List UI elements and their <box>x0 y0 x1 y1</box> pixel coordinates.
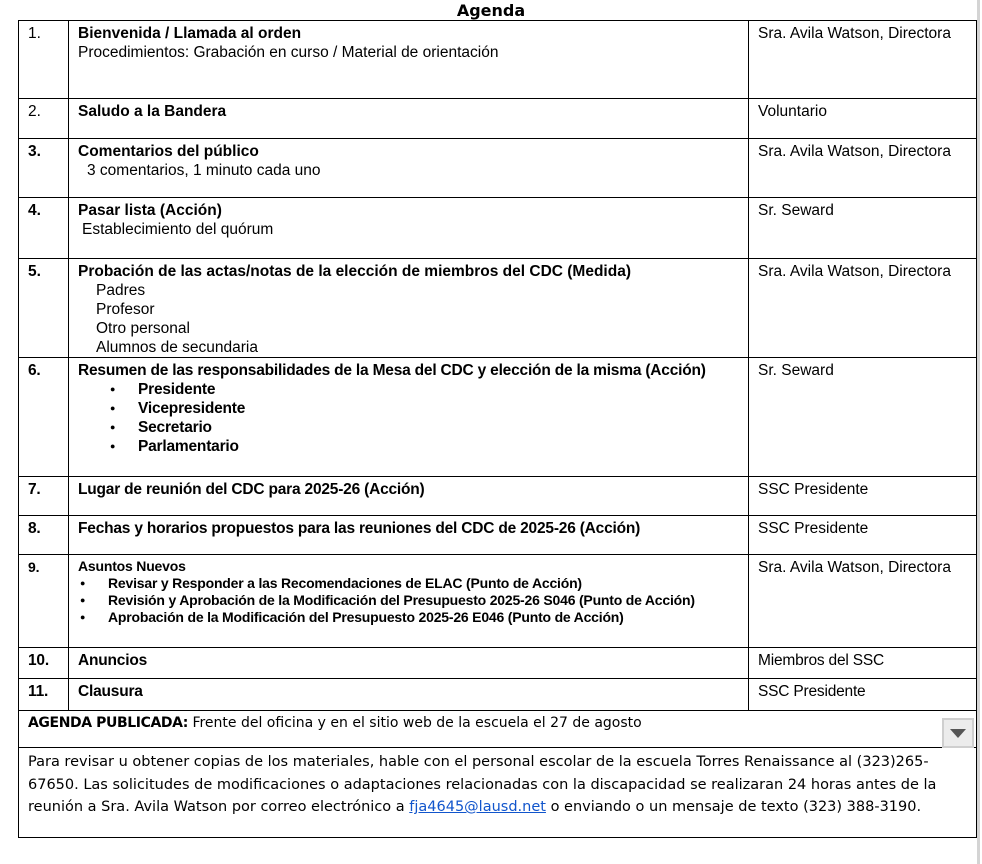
item-number: 4. <box>19 198 69 259</box>
item-number: 7. <box>19 477 69 516</box>
agenda-row <box>19 516 977 555</box>
item-detail: 3 comentarios, 1 minuto cada uno <box>87 162 321 179</box>
agenda-row <box>19 99 977 139</box>
item-detail: Padres <box>96 282 146 299</box>
item-presenter: Sr. Seward <box>749 358 977 477</box>
item-content <box>69 198 749 259</box>
item-presenter: Sra. Avila Watson, Directora <box>749 555 977 648</box>
item-presenter: Miembros del SSC <box>749 648 977 679</box>
item-heading: Resumen de las responsabilidades de la Mesa del CDC y elección de la misma (Acción) <box>78 362 706 379</box>
agenda-row <box>19 648 977 679</box>
page-title: Agenda <box>456 1 526 20</box>
item-content <box>69 21 749 99</box>
info-row <box>19 748 977 838</box>
published-text: Frente del oficina y en el sitio web de la escuela el 27 de agosto <box>188 715 642 731</box>
item-detail: Profesor <box>96 301 155 318</box>
agenda-row <box>19 21 977 99</box>
item-presenter: Sra. Avila Watson, Directora <box>749 21 977 99</box>
item-number: 8. <box>19 516 69 555</box>
published-label: AGENDA PUBLICADA: <box>28 715 188 731</box>
item-presenter: SSC Presidente <box>749 477 977 516</box>
item-heading: Bienvenida / Llamada al orden <box>78 25 302 42</box>
item-number: 9. <box>19 555 69 648</box>
email-link[interactable]: fja4645@lausd.net <box>409 799 546 815</box>
agenda-row <box>19 679 977 711</box>
item-heading: Pasar lista (Acción) <box>78 202 222 219</box>
item-heading: Clausura <box>78 683 143 700</box>
item-content <box>69 555 749 648</box>
bullet-item: ● Presidente <box>78 380 739 399</box>
item-heading: Asuntos Nuevos <box>78 558 186 574</box>
agenda-row <box>19 139 977 198</box>
item-bullet-list <box>78 380 739 456</box>
agenda-row <box>19 555 977 648</box>
item-heading: Probación de las actas/notas de la elección de miembros del CDC (Medida) <box>78 263 631 280</box>
item-detail: Procedimientos: Grabación en curso / Material de orientación <box>78 44 499 61</box>
item-heading: Saludo a la Bandera <box>78 103 227 120</box>
item-number: 11. <box>19 679 69 711</box>
item-content <box>69 259 749 358</box>
agenda-row <box>19 259 977 358</box>
item-content <box>69 679 749 711</box>
item-content <box>69 648 749 679</box>
item-heading: Anuncios <box>78 652 148 669</box>
item-detail: Establecimiento del quórum <box>82 221 274 238</box>
item-presenter: SSC Presidente <box>749 516 977 555</box>
item-presenter: Sr. Seward <box>749 198 977 259</box>
info-text-after: o enviando o un mensaje de texto (323) 388-3190. <box>545 799 922 815</box>
item-presenter: SSC Presidente <box>749 679 977 711</box>
item-presenter: Sra. Avila Watson, Directora <box>749 259 977 358</box>
item-heading: Lugar de reunión del CDC para 2025-26 (Acción) <box>78 481 425 498</box>
bullet-item: ● Revisión y Aprobación de la Modificación del Presupuesto 2025-26 S046 (Punto de Acción) <box>78 592 739 609</box>
item-number: 5. <box>19 259 69 358</box>
item-number: 6. <box>19 358 69 477</box>
agenda-row <box>19 198 977 259</box>
item-content <box>69 99 749 139</box>
item-presenter: Voluntario <box>749 99 977 139</box>
bullet-item: ● Parlamentario <box>78 437 739 456</box>
info-text: Para revisar u obtener copias de los materiales, hable con el personal escolar de la escuela Torres Renaissance al (323)265-67650. Las solicitudes de modificaciones o adaptaciones relacionadas con la discapacidad se realizaran 24 horas antes de la reunión a Sra. Avila Watson por correo electrónico a <box>28 754 937 815</box>
item-detail: Alumnos de secundaria <box>96 339 258 356</box>
bullet-item: ● Revisar y Responder a las Recomendaciones de ELAC (Punto de Acción) <box>78 575 739 592</box>
agenda-table <box>18 20 977 838</box>
item-number: 3. <box>19 139 69 198</box>
published-row <box>19 711 977 748</box>
agenda-row <box>19 358 977 477</box>
item-presenter: Sra. Avila Watson, Directora <box>749 139 977 198</box>
item-heading: Comentarios del público <box>78 143 259 160</box>
item-bullet-list <box>78 575 739 626</box>
published-cell <box>19 711 977 748</box>
info-cell <box>19 748 977 838</box>
bullet-item: ● Secretario <box>78 418 739 437</box>
page-edge <box>977 0 980 864</box>
agenda-row <box>19 477 977 516</box>
item-content <box>69 516 749 555</box>
bullet-item: ● Vicepresidente <box>78 399 739 418</box>
item-number: 1. <box>19 21 69 99</box>
item-detail: Otro personal <box>96 320 190 337</box>
item-content <box>69 139 749 198</box>
bullet-item: ● Aprobación de la Modificación del Presupuesto 2025-26 E046 (Punto de Acción) <box>78 609 739 626</box>
item-number: 2. <box>19 99 69 139</box>
triangle-down-icon <box>950 729 966 738</box>
item-number: 10. <box>19 648 69 679</box>
item-content <box>69 477 749 516</box>
item-content <box>69 358 749 477</box>
item-heading: Fechas y horarios propuestos para las reuniones del CDC de 2025-26 (Acción) <box>78 520 641 537</box>
dropdown-button[interactable] <box>942 718 974 748</box>
